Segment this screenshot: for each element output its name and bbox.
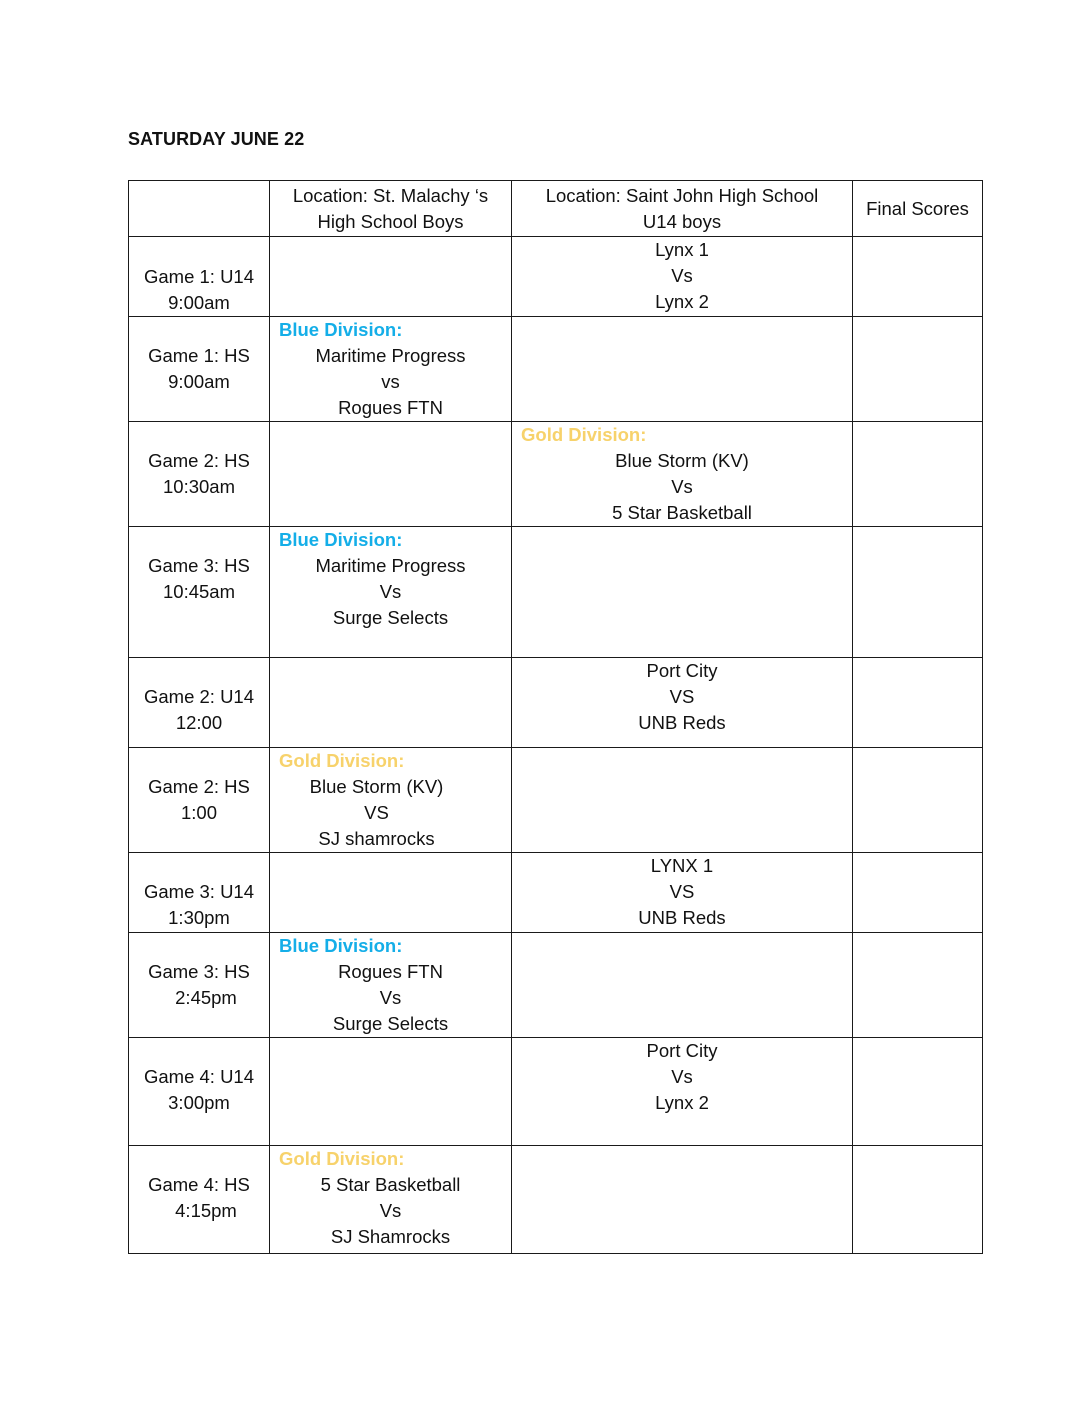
versus: Vs [671, 1066, 693, 1087]
game-label: Game 1: U14 [143, 265, 255, 287]
game-label: Game 4: U14 [143, 1066, 255, 1087]
versus: VS [669, 686, 695, 707]
location-1-cell [270, 658, 512, 748]
table-row [129, 853, 983, 933]
game-cell [129, 422, 270, 527]
game-time: 2:45pm [175, 987, 237, 1008]
team-2: Lynx 2 [655, 1092, 709, 1113]
location-1-cell [270, 1038, 512, 1146]
team-1: Lynx 1 [655, 239, 709, 260]
division-label: Gold Division: [521, 424, 647, 445]
final-scores-label: Final Scores [866, 197, 969, 219]
header-location-2 [512, 181, 853, 237]
location-2-cell [512, 658, 853, 748]
game-time: 1:00 [180, 802, 217, 823]
table-row [129, 1146, 983, 1254]
game-label: Game 3: HS [148, 961, 250, 982]
game-label: Game 3: HS [148, 555, 250, 576]
location-1-line-2: High School Boys [317, 210, 464, 232]
team-1: 5 Star Basketball [320, 1174, 461, 1195]
location-2-cell [512, 317, 853, 422]
game-time: 1:30pm [168, 907, 230, 928]
table-row [129, 237, 983, 317]
location-1-cell [270, 853, 512, 933]
team-2: Surge Selects [332, 1013, 449, 1034]
header-location-1 [270, 181, 512, 237]
versus: VS [669, 881, 695, 902]
team-1: Port City [646, 1040, 718, 1061]
team-2: SJ Shamrocks [330, 1226, 451, 1247]
team-2: UNB Reds [638, 907, 726, 928]
division-label: Blue Division: [279, 319, 403, 340]
location-2-cell [512, 748, 853, 853]
division-label: Blue Division: [279, 529, 403, 550]
division-label: Blue Division: [279, 935, 403, 956]
schedule-table [128, 180, 983, 1254]
versus: VS [364, 802, 389, 823]
location-1-cell [270, 933, 512, 1038]
team-1: Blue Storm (KV) [309, 776, 444, 797]
division-label: Gold Division: [279, 1148, 405, 1169]
game-cell [129, 853, 270, 933]
score-cell [853, 658, 983, 748]
location-1-cell [270, 527, 512, 658]
score-cell [853, 1038, 983, 1146]
location-2-cell [512, 853, 853, 933]
location-2-cell [512, 1038, 853, 1146]
table-row [129, 658, 983, 748]
division-label: Gold Division: [279, 750, 405, 771]
team-1: Port City [646, 660, 718, 681]
team-1: Maritime Progress [315, 555, 466, 576]
location-2-cell [512, 422, 853, 527]
game-cell [129, 527, 270, 658]
game-time: 3:00pm [168, 1092, 230, 1113]
game-label: Game 2: U14 [143, 686, 255, 707]
location-2-cell [512, 237, 853, 317]
location-1-cell [270, 422, 512, 527]
header-blank-cell [129, 181, 270, 237]
game-cell [129, 748, 270, 853]
game-time: 9:00am [168, 291, 230, 313]
game-cell [129, 1146, 270, 1254]
game-label: Game 2: HS [148, 450, 250, 471]
versus: Vs [379, 1200, 402, 1221]
score-cell [853, 237, 983, 317]
table-row [129, 748, 983, 853]
location-1-cell [270, 317, 512, 422]
score-cell [853, 748, 983, 853]
versus: Vs [379, 581, 402, 602]
game-cell [129, 933, 270, 1038]
table-row [129, 422, 983, 527]
header-final-scores [853, 181, 983, 237]
versus: Vs [671, 265, 693, 286]
table-row [129, 527, 983, 658]
team-2: 5 Star Basketball [612, 502, 752, 523]
team-1: Maritime Progress [315, 345, 466, 366]
score-cell [853, 933, 983, 1038]
table-row [129, 1038, 983, 1146]
score-cell [853, 527, 983, 658]
team-2: Lynx 2 [655, 291, 709, 312]
game-cell [129, 317, 270, 422]
team-2: UNB Reds [638, 712, 726, 733]
game-label: Game 4: HS [148, 1174, 250, 1195]
team-2: Surge Selects [332, 607, 449, 628]
location-1-line-1: Location: St. Malachy ‘s [292, 184, 489, 206]
table-row [129, 933, 983, 1038]
game-cell [129, 1038, 270, 1146]
location-2-line-2: U14 boys [642, 210, 722, 232]
table-row [129, 317, 983, 422]
game-time: 4:15pm [175, 1200, 237, 1221]
versus: Vs [671, 476, 693, 497]
score-cell [853, 1146, 983, 1254]
game-label: Game 3: U14 [143, 881, 255, 902]
team-1: Blue Storm (KV) [615, 450, 749, 471]
game-cell [129, 658, 270, 748]
location-2-cell [512, 933, 853, 1038]
game-time: 9:00am [168, 371, 230, 392]
game-time: 10:30am [163, 476, 235, 497]
score-cell [853, 422, 983, 527]
location-2-line-1: Location: Saint John High School [545, 184, 819, 206]
team-1: Rogues FTN [338, 961, 443, 982]
score-cell [853, 317, 983, 422]
location-1-cell [270, 237, 512, 317]
team-2: Rogues FTN [338, 397, 443, 418]
location-2-cell [512, 527, 853, 658]
team-2: SJ shamrocks [318, 828, 435, 849]
game-time: 12:00 [175, 712, 223, 733]
versus: Vs [379, 987, 402, 1008]
header-row [129, 181, 983, 237]
location-2-cell [512, 1146, 853, 1254]
game-time: 10:45am [163, 581, 235, 602]
page-title: SATURDAY JUNE 22 [128, 129, 305, 149]
team-1: LYNX 1 [650, 855, 714, 876]
location-1-cell [270, 748, 512, 853]
location-1-cell [270, 1146, 512, 1254]
game-cell [129, 237, 270, 317]
versus: vs [381, 371, 400, 392]
game-label: Game 2: HS [148, 776, 250, 797]
game-label: Game 1: HS [148, 345, 250, 366]
score-cell [853, 853, 983, 933]
